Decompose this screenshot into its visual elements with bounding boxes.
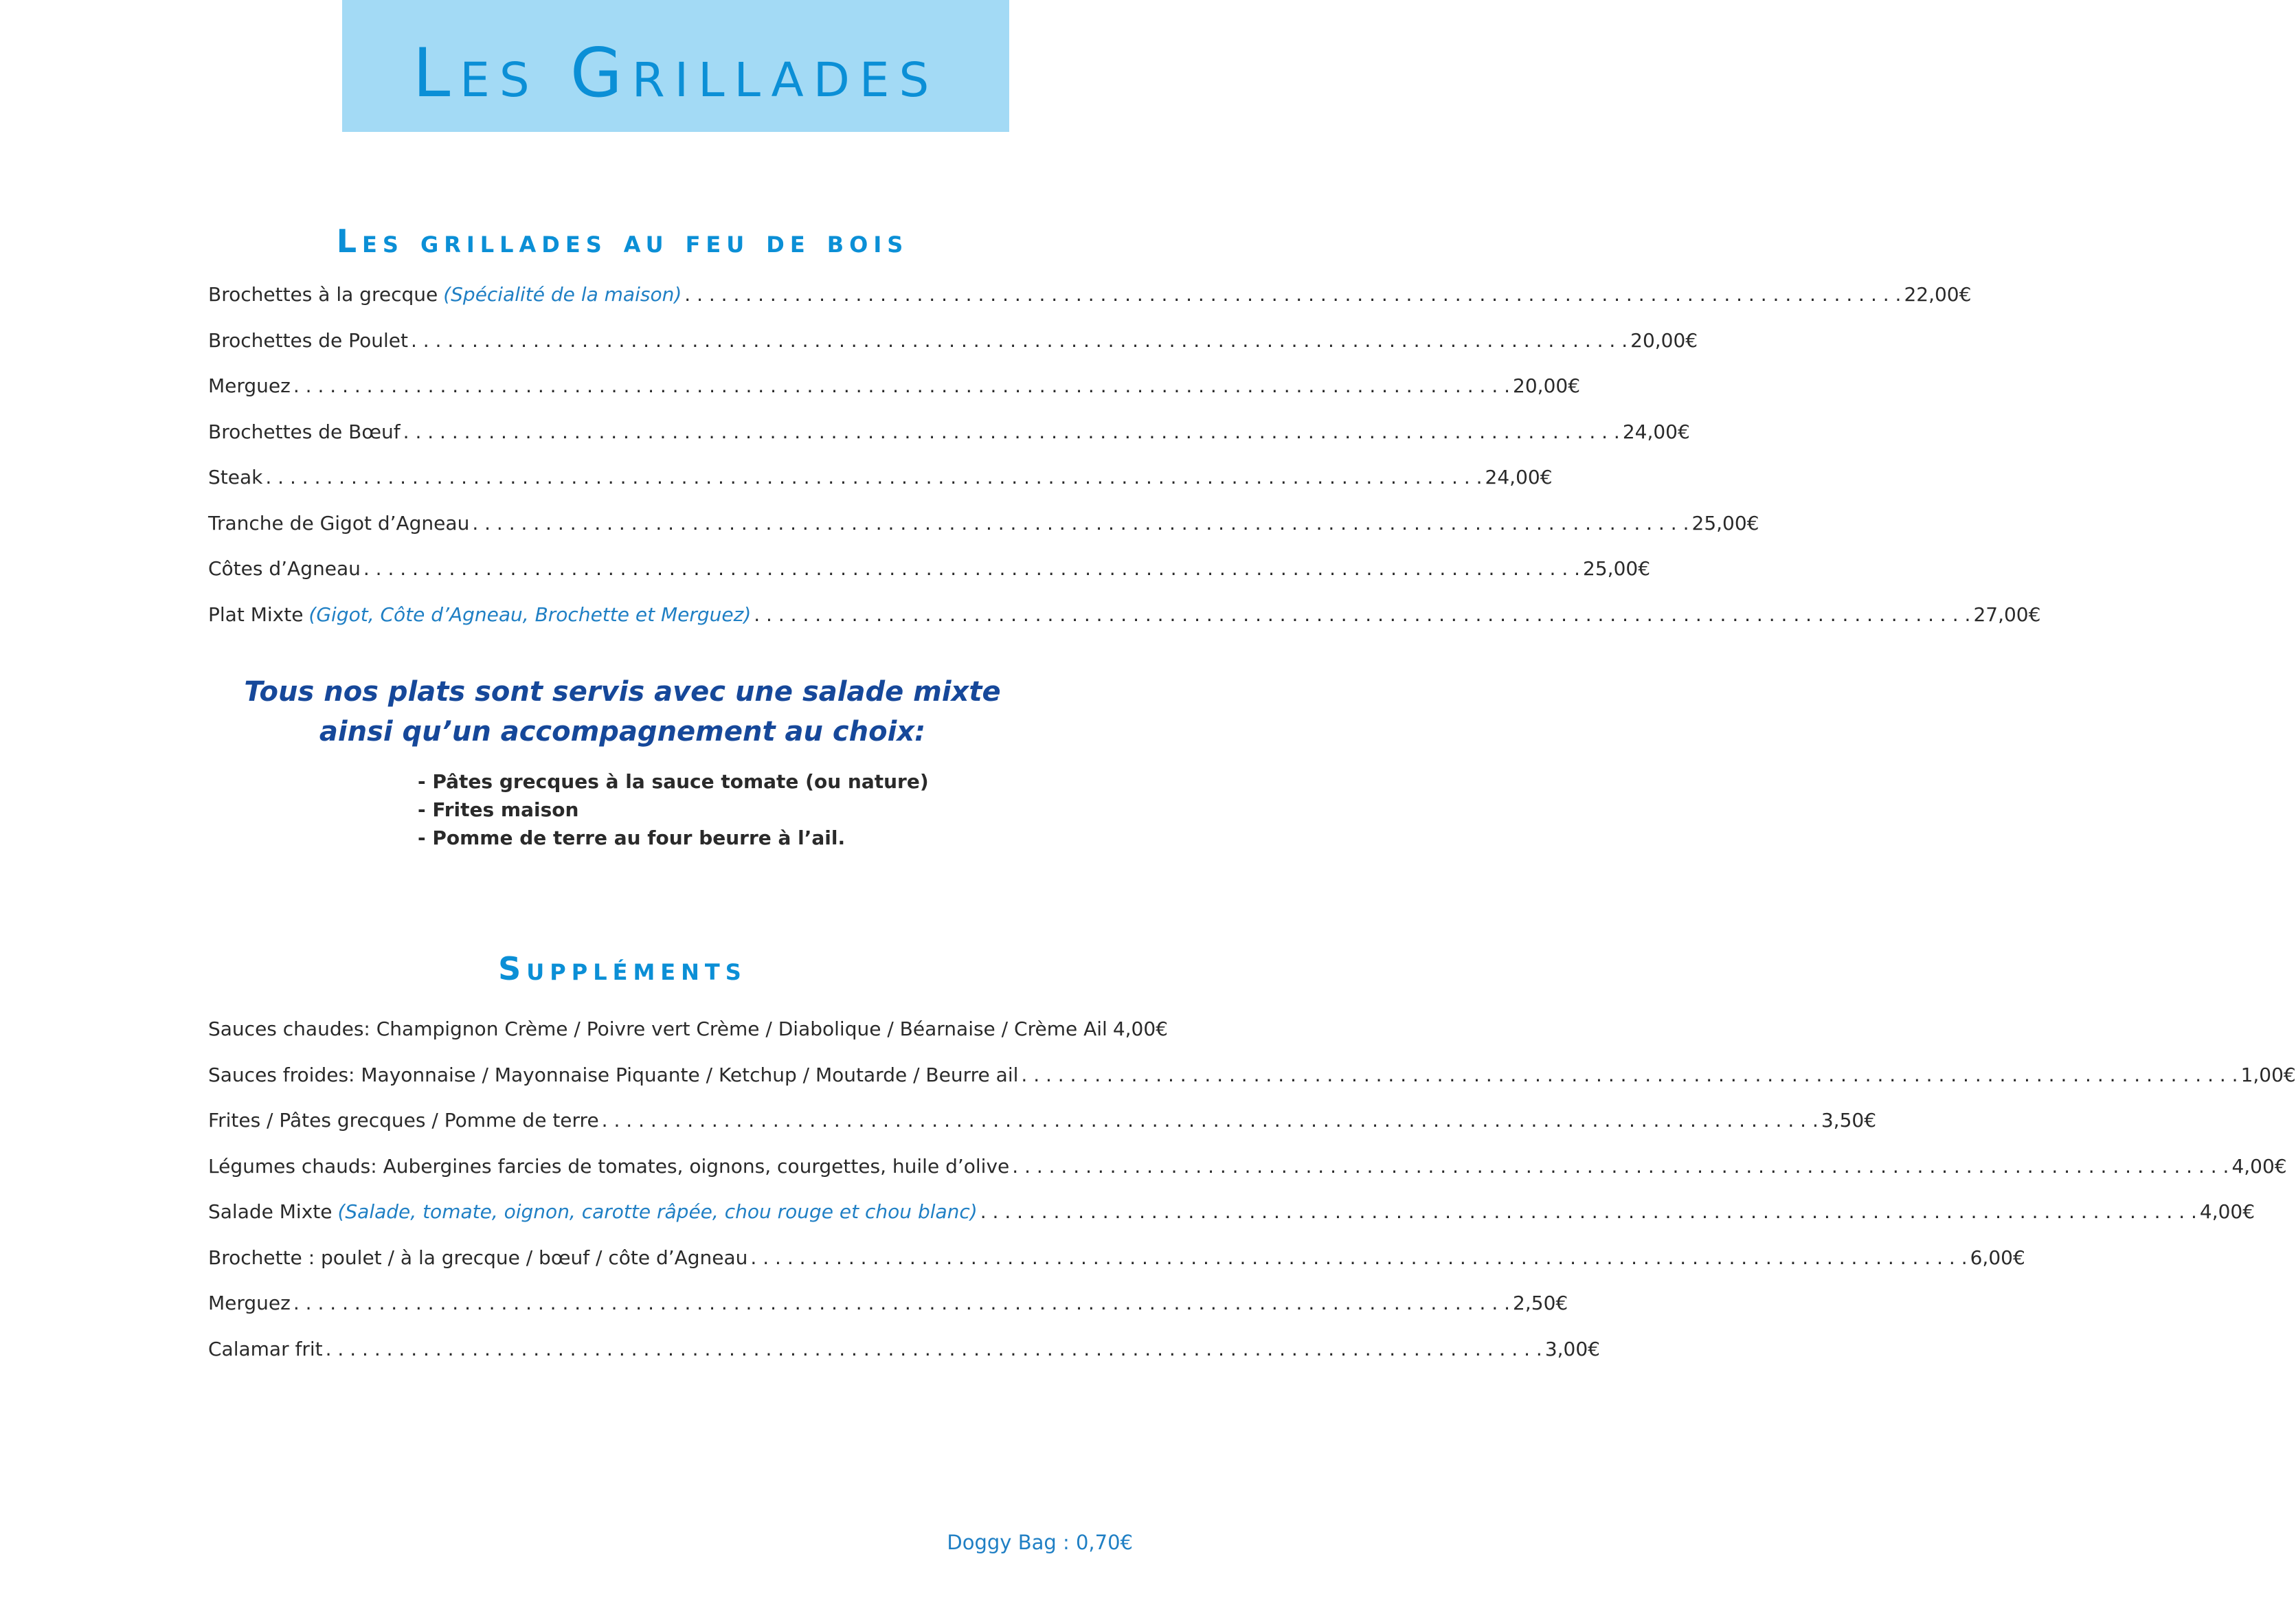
item-price: 4,00€ bbox=[2199, 1200, 2255, 1223]
menu-item bbox=[208, 466, 1553, 512]
menu-item bbox=[208, 283, 1972, 329]
item-price: 25,00€ bbox=[1691, 511, 1759, 535]
menu-item bbox=[208, 557, 1651, 603]
dot-leader bbox=[684, 283, 1901, 306]
item-price: 22,00€ bbox=[1904, 283, 1972, 306]
item-note: (Gigot, Côte d’Agneau, Brochette et Merguez) bbox=[308, 603, 752, 626]
item-name: Calamar frit bbox=[208, 1337, 323, 1360]
dot-leader bbox=[754, 603, 1970, 626]
menu-item bbox=[208, 1246, 2025, 1292]
grillades-list bbox=[208, 283, 2041, 649]
item-name: Frites / Pâtes grecques / Pomme de terre bbox=[208, 1109, 599, 1132]
item-name: Merguez bbox=[208, 1292, 291, 1314]
item-price: 6,00€ bbox=[1970, 1246, 2025, 1269]
item-price: 20,00€ bbox=[1513, 374, 1581, 397]
dot-leader bbox=[411, 329, 1628, 352]
item-price: 3,00€ bbox=[1544, 1337, 1600, 1360]
menu-item bbox=[208, 328, 1698, 375]
item-note: (Spécialité de la maison) bbox=[443, 283, 682, 306]
side-option: - Pâtes grecques à la sauce tomate (ou nature) bbox=[418, 770, 929, 793]
dot-leader bbox=[403, 420, 1620, 443]
menu-item bbox=[208, 1200, 2255, 1246]
notice-line-1: Tous nos plats sont servis avec une salade mixte bbox=[244, 676, 1001, 708]
dot-leader bbox=[750, 1246, 1967, 1269]
item-price: 24,00€ bbox=[1622, 420, 1690, 443]
menu-item bbox=[208, 511, 1759, 558]
dot-leader bbox=[326, 1338, 1542, 1360]
side-options-list bbox=[418, 767, 929, 852]
side-option: - Frites maison bbox=[418, 798, 579, 821]
notice-line-2: ainsi qu’un accompagnement au choix: bbox=[319, 716, 926, 748]
item-price: 3,50€ bbox=[1821, 1109, 1877, 1132]
dot-leader bbox=[1012, 1155, 2229, 1178]
menu-item bbox=[208, 374, 1581, 420]
dot-leader bbox=[472, 512, 1689, 535]
dot-leader bbox=[363, 557, 1580, 580]
supplements-list bbox=[208, 1018, 2296, 1383]
section-title-supplements: Suppléments bbox=[498, 950, 747, 987]
item-name: Légumes chauds: Aubergines farcies de tomates, oignons, courgettes, huile d’olive bbox=[208, 1154, 1010, 1178]
dot-leader bbox=[293, 374, 1510, 397]
item-price: 4,00€ bbox=[2231, 1154, 2287, 1178]
menu-item bbox=[208, 1018, 1168, 1064]
item-name: Sauces froides: Mayonnaise / Mayonnaise Piquante / Ketchup / Moutarde / Beurre ail bbox=[208, 1063, 1019, 1086]
item-name: Côtes d’Agneau bbox=[208, 557, 361, 580]
item-name: Salade Mixte bbox=[208, 1200, 333, 1223]
dot-leader bbox=[293, 1292, 1510, 1314]
dot-leader bbox=[265, 466, 1482, 488]
menu-item bbox=[208, 1292, 1568, 1338]
item-price: 24,00€ bbox=[1485, 466, 1553, 488]
menu-item bbox=[208, 1154, 2287, 1201]
title-banner bbox=[342, 0, 1009, 132]
section-title-grillades: Les grillades au feu de bois bbox=[336, 223, 909, 260]
item-name: Tranche de Gigot d’Agneau bbox=[208, 511, 470, 535]
item-name: Steak bbox=[208, 466, 263, 488]
item-name: Plat Mixte bbox=[208, 603, 304, 626]
item-price: 4,00€ bbox=[1112, 1018, 1168, 1040]
item-price: 1,00€ bbox=[2240, 1063, 2296, 1086]
item-price: 20,00€ bbox=[1630, 328, 1698, 352]
menu-item bbox=[208, 1109, 1877, 1155]
item-price: 25,00€ bbox=[1583, 557, 1651, 580]
item-name: Brochettes de Poulet bbox=[208, 328, 408, 352]
item-name: Sauces chaudes: Champignon Crème / Poivre vert Crème / Diabolique / Béarnaise / Crème Ail bbox=[208, 1018, 1107, 1040]
menu-item bbox=[208, 603, 2041, 649]
item-price: 2,50€ bbox=[1513, 1292, 1568, 1314]
item-name: Merguez bbox=[208, 374, 291, 397]
item-name: Brochettes à la grecque bbox=[208, 283, 438, 306]
side-option: - Pomme de terre au four beurre à l’ail. bbox=[418, 827, 846, 849]
dot-leader bbox=[602, 1109, 1819, 1132]
doggy-bag-price: Doggy Bag : 0,70€ bbox=[947, 1531, 1133, 1554]
dot-leader bbox=[980, 1200, 2197, 1223]
dot-leader bbox=[1021, 1064, 2238, 1086]
item-name: Brochette : poulet / à la grecque / bœuf / côte d’Agneau bbox=[208, 1246, 748, 1269]
item-price: 27,00€ bbox=[1973, 603, 2041, 626]
item-name: Brochettes de Bœuf bbox=[208, 420, 401, 443]
item-note: (Salade, tomate, oignon, carotte râpée, chou rouge et chou blanc) bbox=[337, 1200, 978, 1223]
menu-item bbox=[208, 420, 1690, 467]
page-title: Les Grillades bbox=[412, 34, 939, 113]
menu-item bbox=[208, 1337, 1600, 1384]
menu-item bbox=[208, 1063, 2296, 1110]
